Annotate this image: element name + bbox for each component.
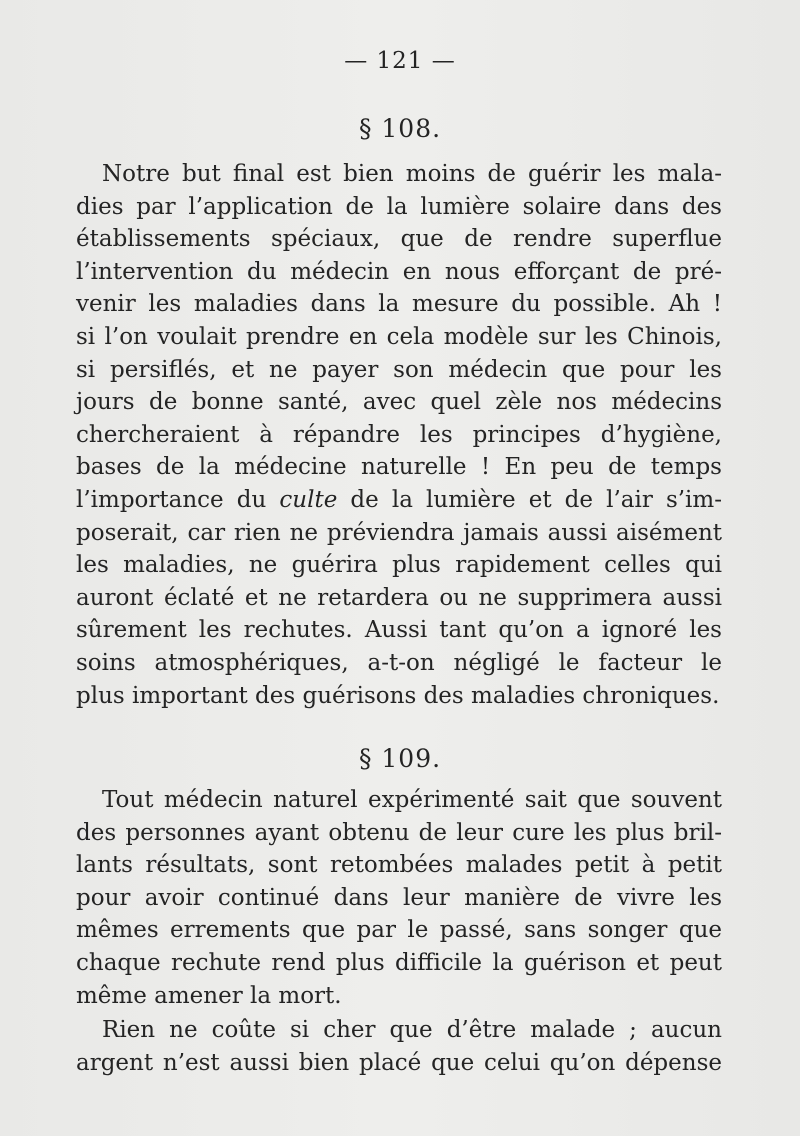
text-line: sûrement les rechutes. Aussi tant qu’on a ignoré les [76,617,722,644]
section-109-heading: § 109. [358,744,442,773]
section-108-heading: § 108. [358,114,442,143]
text-line: des personnes ayant obtenu de leur cure les plus bril- [76,819,722,846]
text-line: plus important des guérisons des maladies chroniques. [76,682,720,709]
text-segment: de la lumière et de l’air s’im- [337,486,722,513]
section-109-body [76,784,722,1079]
text-line: chercheraient à répandre les principes d’hygiène, [76,421,722,448]
text-line: Rien ne coûte si cher que d’être malade ; aucun [102,1017,722,1044]
text-line: auront éclaté et ne retardera ou ne supprimera aussi [76,584,722,611]
text-line: soins atmosphériques, a-t-on négligé le facteur le [76,649,722,676]
italic-word-culte: culte [279,486,338,513]
text-line: venir les maladies dans la mesure du possible. Ah ! [76,291,722,318]
text-line: mêmes errements que par le passé, sans songer que [76,917,722,944]
text-line: si persiflés, et ne payer son médecin que pour les [76,356,722,383]
text-line: jours de bonne santé, avec quel zèle nos médecins [76,389,722,416]
text-line: poserait, car rien ne préviendra jamais aussi aisément [76,519,722,546]
text-line-with-italic [76,484,722,517]
text-line: lants résultats, sont retombées malades petit à petit [76,852,722,879]
text-line: les maladies, ne guérira plus rapidement celles qui [76,552,722,579]
text-line: dies par l’application de la lumière solaire dans des [76,193,722,220]
page-number: — 121 — [344,48,456,74]
text-line: pour avoir continué dans leur manière de vivre les [76,884,722,911]
text-line: bases de la médecine naturelle ! En peu de temps [76,454,722,481]
text-line: Notre but final est bien moins de guérir les mala- [102,161,722,187]
text-line: argent n’est aussi bien placé que celui qu’on dépense [76,1049,722,1076]
text-line: l’intervention du médecin en nous efforçant de pré- [76,258,722,285]
text-line: chaque rechute rend plus difficile la guérison et peut [76,949,722,976]
section-108-body [76,158,722,712]
text-line: même amener la mort. [76,982,342,1009]
text-line: Tout médecin naturel expérimenté sait que souvent [102,787,722,813]
text-segment: l’importance du [76,486,280,513]
text-line: établissements spéciaux, que de rendre superflue [76,226,722,253]
text-line: si l’on voulait prendre en cela modèle sur les Chinois, [76,323,722,350]
